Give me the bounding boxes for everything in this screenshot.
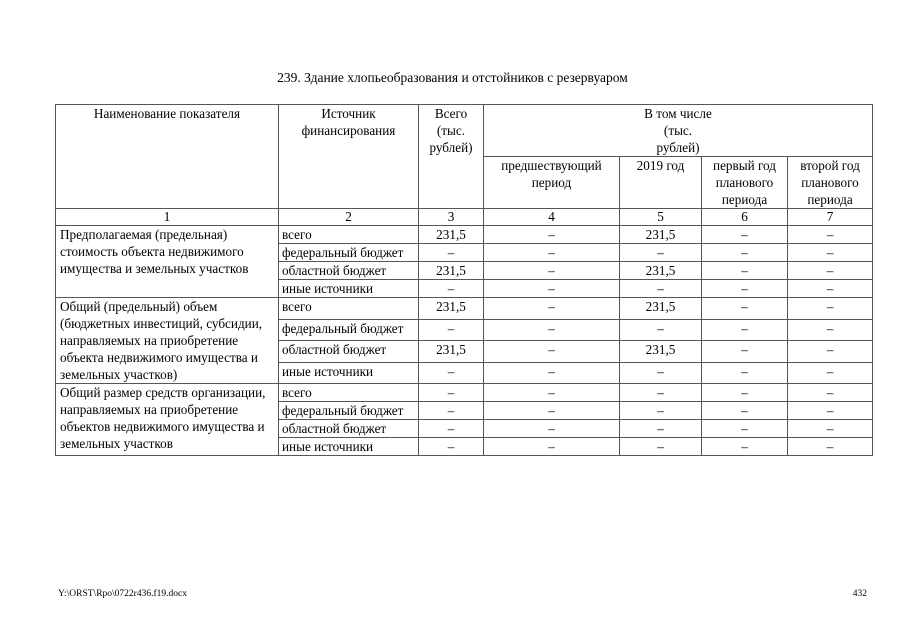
- previous-period-cell: –: [484, 402, 620, 420]
- plan-year-1-cell: –: [702, 244, 788, 262]
- total-cell: 231,5: [419, 226, 484, 244]
- plan-year-2-cell: –: [788, 402, 873, 420]
- column-number: 3: [419, 209, 484, 226]
- indicator-name: Общий размер средств организации, направляемых на приобретение объектов недвижимого имущества и земельных участков: [56, 384, 279, 456]
- document-path: Y:\ORST\Rpo\0722r436.f19.docx: [58, 589, 187, 599]
- plan-year-1-cell: –: [702, 262, 788, 280]
- funding-source: иные источники: [279, 362, 419, 384]
- header-plan-year-1: первый год планового периода: [702, 157, 788, 209]
- year-2019-cell: –: [620, 362, 702, 384]
- column-number: 1: [56, 209, 279, 226]
- header-including-group: В том числе (тыс. рублей): [484, 105, 873, 157]
- previous-period-cell: –: [484, 438, 620, 456]
- plan-year-1-cell: –: [702, 341, 788, 363]
- year-2019-cell: –: [620, 438, 702, 456]
- previous-period-cell: –: [484, 262, 620, 280]
- year-2019-cell: –: [620, 280, 702, 298]
- year-2019-cell: 231,5: [620, 341, 702, 363]
- header-2019: 2019 год: [620, 157, 702, 209]
- year-2019-cell: –: [620, 402, 702, 420]
- funding-source: областной бюджет: [279, 341, 419, 363]
- plan-year-2-cell: –: [788, 384, 873, 402]
- year-2019-cell: –: [620, 384, 702, 402]
- previous-period-cell: –: [484, 244, 620, 262]
- plan-year-2-cell: –: [788, 341, 873, 363]
- funding-source: иные источники: [279, 438, 419, 456]
- total-cell: 231,5: [419, 341, 484, 363]
- plan-year-2-cell: –: [788, 262, 873, 280]
- funding-source: всего: [279, 298, 419, 320]
- previous-period-cell: –: [484, 341, 620, 363]
- total-cell: –: [419, 384, 484, 402]
- column-number: 5: [620, 209, 702, 226]
- table-title: 239. Здание хлопьеобразования и отстойников с резервуаром: [277, 70, 628, 85]
- year-2019-cell: 231,5: [620, 298, 702, 320]
- plan-year-1-cell: –: [702, 280, 788, 298]
- plan-year-2-cell: –: [788, 280, 873, 298]
- funding-source: всего: [279, 384, 419, 402]
- funding-source: федеральный бюджет: [279, 244, 419, 262]
- header-plan-year-2: второй год планового периода: [788, 157, 873, 209]
- table-row: [56, 384, 873, 402]
- funding-source: федеральный бюджет: [279, 402, 419, 420]
- year-2019-cell: –: [620, 319, 702, 341]
- year-2019-cell: –: [620, 244, 702, 262]
- plan-year-2-cell: –: [788, 244, 873, 262]
- total-cell: –: [419, 319, 484, 341]
- page-number: 432: [852, 589, 867, 599]
- header-indicator-name: Наименование показателя: [56, 105, 279, 209]
- column-number: 2: [279, 209, 419, 226]
- total-cell: –: [419, 420, 484, 438]
- plan-year-1-cell: –: [702, 298, 788, 320]
- plan-year-2-cell: –: [788, 438, 873, 456]
- plan-year-1-cell: –: [702, 319, 788, 341]
- total-cell: –: [419, 438, 484, 456]
- total-cell: 231,5: [419, 262, 484, 280]
- indicator-name: Общий (предельный) объем (бюджетных инвестиций, субсидии, направляемых на приобретение объекта недвижимого имущества и земельных участков): [56, 298, 279, 384]
- investment-table: [55, 104, 873, 456]
- previous-period-cell: –: [484, 298, 620, 320]
- year-2019-cell: 231,5: [620, 226, 702, 244]
- total-cell: –: [419, 280, 484, 298]
- column-number: 4: [484, 209, 620, 226]
- total-cell: 231,5: [419, 298, 484, 320]
- previous-period-cell: –: [484, 420, 620, 438]
- column-number: 6: [702, 209, 788, 226]
- table-row: [56, 298, 873, 320]
- funding-source: областной бюджет: [279, 262, 419, 280]
- column-number: 7: [788, 209, 873, 226]
- plan-year-1-cell: –: [702, 362, 788, 384]
- plan-year-2-cell: –: [788, 226, 873, 244]
- plan-year-1-cell: –: [702, 402, 788, 420]
- indicator-name: Предполагаемая (предельная) стоимость объекта недвижимого имущества и земельных участков: [56, 226, 279, 298]
- plan-year-1-cell: –: [702, 420, 788, 438]
- previous-period-cell: –: [484, 280, 620, 298]
- plan-year-2-cell: –: [788, 319, 873, 341]
- previous-period-cell: –: [484, 384, 620, 402]
- table-row: [56, 226, 873, 244]
- funding-source: всего: [279, 226, 419, 244]
- funding-source: федеральный бюджет: [279, 319, 419, 341]
- plan-year-1-cell: –: [702, 384, 788, 402]
- plan-year-1-cell: –: [702, 438, 788, 456]
- total-cell: –: [419, 244, 484, 262]
- column-numbers-row: [56, 209, 873, 226]
- year-2019-cell: –: [620, 420, 702, 438]
- total-cell: –: [419, 362, 484, 384]
- total-cell: –: [419, 402, 484, 420]
- plan-year-2-cell: –: [788, 298, 873, 320]
- header-previous-period: предшествующий период: [484, 157, 620, 209]
- year-2019-cell: 231,5: [620, 262, 702, 280]
- header-row-1: [56, 105, 873, 157]
- plan-year-2-cell: –: [788, 362, 873, 384]
- previous-period-cell: –: [484, 226, 620, 244]
- previous-period-cell: –: [484, 319, 620, 341]
- previous-period-cell: –: [484, 362, 620, 384]
- plan-year-1-cell: –: [702, 226, 788, 244]
- funding-source: иные источники: [279, 280, 419, 298]
- header-funding-source: Источник финансирования: [279, 105, 419, 209]
- plan-year-2-cell: –: [788, 420, 873, 438]
- funding-source: областной бюджет: [279, 420, 419, 438]
- header-total: Всего (тыс. рублей): [419, 105, 484, 209]
